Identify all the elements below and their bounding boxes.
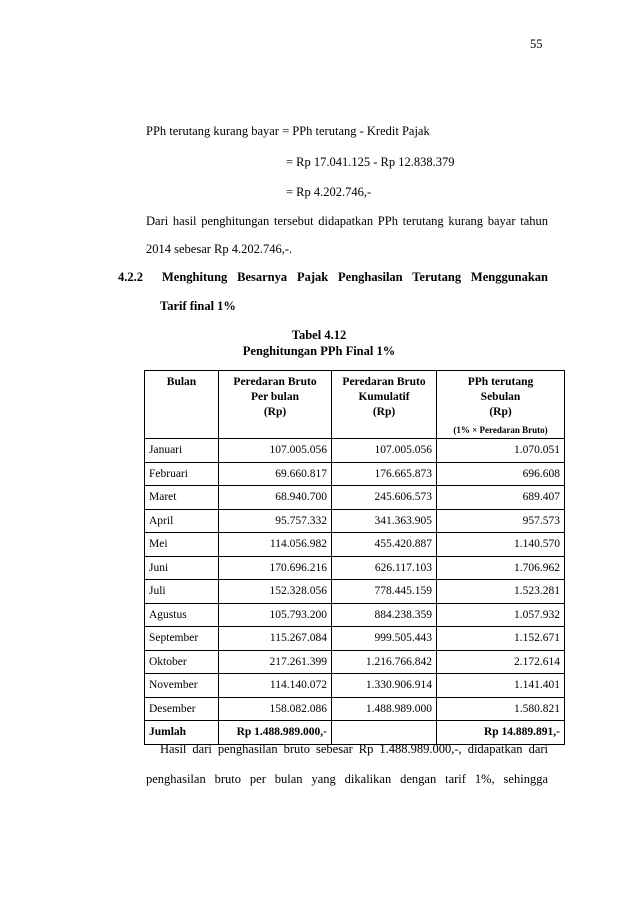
cell-pph: 1.140.570 [437, 533, 565, 557]
cell-bruto: 158.082.086 [219, 697, 332, 721]
paragraph-1-line-2: 2014 sebesar Rp 4.202.746,-. [146, 242, 293, 256]
table-row [145, 509, 565, 533]
cell-pph: 2.172.614 [437, 650, 565, 674]
cell-month: April [145, 509, 219, 533]
cell-kumulatif: 1.330.906.914 [332, 674, 437, 698]
cell-pph: 1.141.401 [437, 674, 565, 698]
table-row [145, 439, 565, 463]
cell-pph: 689.407 [437, 486, 565, 510]
table-caption-label: Tabel 4.12 [291, 328, 347, 342]
table-row [145, 486, 565, 510]
cell-bruto: 115.267.084 [219, 627, 332, 651]
total-pph: Rp 14.889.891,- [437, 721, 565, 745]
cell-month: Agustus [145, 603, 219, 627]
cell-bruto: 105.793.200 [219, 603, 332, 627]
cell-bruto: 95.757.332 [219, 509, 332, 533]
cell-bruto: 114.140.072 [219, 674, 332, 698]
cell-month: November [145, 674, 219, 698]
cell-kumulatif: 107.005.056 [332, 439, 437, 463]
cell-kumulatif: 999.505.443 [332, 627, 437, 651]
table-row [145, 603, 565, 627]
cell-month: Oktober [145, 650, 219, 674]
cell-kumulatif: 1.216.766.842 [332, 650, 437, 674]
cell-pph: 1.070.051 [437, 439, 565, 463]
cell-month: Juli [145, 580, 219, 604]
table-body [145, 439, 565, 745]
cell-kumulatif: 176.665.873 [332, 462, 437, 486]
table-row [145, 580, 565, 604]
header-bruto-kumulatif-line-3: (Rp) [372, 406, 396, 418]
header-pph-sebulan-line-2: Sebulan [480, 391, 521, 403]
table-row [145, 697, 565, 721]
header-bulan [145, 371, 219, 439]
paragraph-2-line-2: penghasilan bruto per bulan yang dikalikan dengan tarif 1%, sehingga [146, 772, 548, 786]
section-title-line-1: Menghitung Besarnya Pajak Penghasilan Terutang Menggunakan [162, 270, 548, 284]
total-kumulatif [332, 721, 437, 745]
cell-month: Januari [145, 439, 219, 463]
cell-month: Juni [145, 556, 219, 580]
cell-month: Februari [145, 462, 219, 486]
table-row [145, 627, 565, 651]
section-number: 4.2.2 [118, 270, 143, 284]
pph-final-table [144, 370, 565, 745]
cell-bruto: 152.328.056 [219, 580, 332, 604]
table-row [145, 674, 565, 698]
calc-line-2: = Rp 17.041.125 - Rp 12.838.379 [286, 155, 455, 169]
header-bruto-kumulatif-line-2: Kumulatif [358, 391, 410, 403]
cell-kumulatif: 1.488.989.000 [332, 697, 437, 721]
cell-month: Maret [145, 486, 219, 510]
table-row [145, 556, 565, 580]
cell-kumulatif: 341.363.905 [332, 509, 437, 533]
header-pph-sebulan-line-3: (Rp) [489, 406, 512, 418]
header-pph-sebulan-line-1: PPh terutang [467, 376, 534, 388]
paragraph-2-line-1: Hasil dari penghasilan bruto sebesar Rp 1.488.989.000,-, didapatkan dari [160, 742, 548, 756]
cell-bruto: 68.940.700 [219, 486, 332, 510]
cell-bruto: 107.005.056 [219, 439, 332, 463]
table-row [145, 533, 565, 557]
cell-pph: 696.608 [437, 462, 565, 486]
header-bruto-kumulatif-line-1: Peredaran Bruto [342, 376, 426, 388]
cell-month: September [145, 627, 219, 651]
paragraph-1-line-1: Dari hasil penghitungan tersebut didapatkan PPh terutang kurang bayar tahun [146, 214, 548, 228]
calc-line-3: = Rp 4.202.746,- [286, 185, 372, 199]
section-title-line-2: Tarif final 1% [160, 299, 236, 313]
header-bruto-per-bulan-line-3: (Rp) [263, 406, 287, 418]
cell-month: Desember [145, 697, 219, 721]
calc-line-1: PPh terutang kurang bayar = PPh terutang - Kredit Pajak [146, 124, 430, 138]
header-bruto-kumulatif [332, 371, 437, 439]
cell-pph: 1.706.962 [437, 556, 565, 580]
header-pph-sebulan-note: (1% × Peredaran Bruto) [453, 425, 548, 435]
table-row [145, 462, 565, 486]
cell-kumulatif: 884.238.359 [332, 603, 437, 627]
page-number: 55 [530, 37, 543, 51]
cell-bruto: 114.056.982 [219, 533, 332, 557]
cell-month: Mei [145, 533, 219, 557]
table-caption-title: Penghitungan PPh Final 1% [242, 344, 396, 358]
table-header-row [145, 371, 565, 439]
header-bruto-per-bulan-line-2: Per bulan [250, 391, 300, 403]
cell-pph: 1.580.821 [437, 697, 565, 721]
table-total-row [145, 721, 565, 745]
cell-kumulatif: 778.445.159 [332, 580, 437, 604]
cell-bruto: 217.261.399 [219, 650, 332, 674]
cell-bruto: 170.696.216 [219, 556, 332, 580]
cell-pph: 957.573 [437, 509, 565, 533]
table-row [145, 650, 565, 674]
cell-kumulatif: 245.606.573 [332, 486, 437, 510]
cell-bruto: 69.660.817 [219, 462, 332, 486]
cell-pph: 1.523.281 [437, 580, 565, 604]
total-bruto: Rp 1.488.989.000,- [219, 721, 332, 745]
cell-kumulatif: 626.117.103 [332, 556, 437, 580]
header-pph-sebulan [437, 371, 565, 439]
total-label: Jumlah [145, 721, 219, 745]
cell-kumulatif: 455.420.887 [332, 533, 437, 557]
cell-pph: 1.057.932 [437, 603, 565, 627]
header-bulan-line-1: Bulan [166, 376, 197, 388]
header-bruto-per-bulan [219, 371, 332, 439]
cell-pph: 1.152.671 [437, 627, 565, 651]
header-bruto-per-bulan-line-1: Peredaran Bruto [233, 376, 317, 388]
